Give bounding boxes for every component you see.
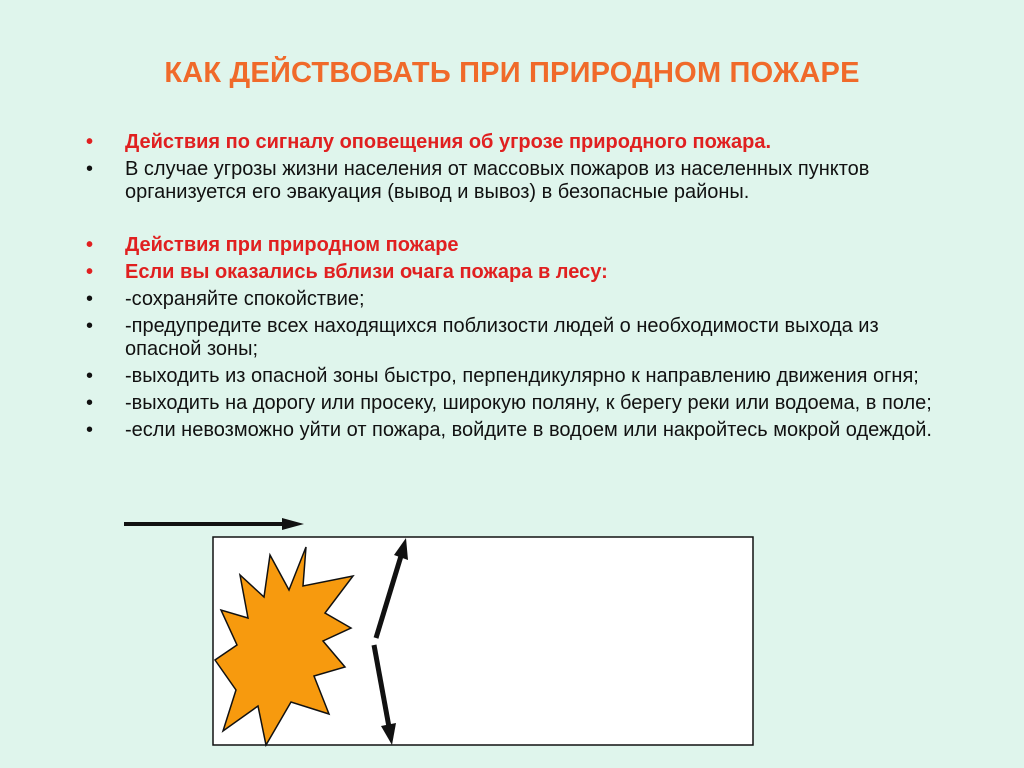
bullet-icon: • <box>86 158 94 180</box>
list-item-text: -сохраняйте спокойствие; <box>125 288 365 310</box>
bullet-icon: • <box>86 261 94 283</box>
list-item-text: -выходить из опасной зоны быстро, перпендикулярно к направлению движения огня; <box>125 365 919 387</box>
bullet-icon: • <box>86 419 94 441</box>
bullet-icon: • <box>86 365 94 387</box>
list-item-text: В случае угрозы жизни населения от массовых пожаров из населенных пунктов организуется его эвакуация (вывод и вывоз) в безопасные районы. <box>125 158 870 203</box>
list-item-text: Если вы оказались вблизи очага пожара в лесу: <box>125 261 608 283</box>
list-item-text: Действия при природном пожаре <box>125 234 459 256</box>
list-item-text: Действия по сигналу оповещения об угрозе природного пожара. <box>125 131 772 153</box>
list-item-text: -выходить на дорогу или просеку, широкую поляну, к берегу реки или водоема, в поле; <box>125 392 932 414</box>
page-title: КАК ДЕЙСТВОВАТЬ ПРИ ПРИРОДНОМ ПОЖАРЕ <box>164 57 860 89</box>
bullet-icon: • <box>86 131 94 153</box>
bullet-icon: • <box>86 288 94 310</box>
list-item-text: -предупредите всех находящихся поблизости людей о необходимости выхода из опасной зоны; <box>125 315 879 360</box>
bullet-icon: • <box>86 315 94 337</box>
bullet-icon: • <box>86 392 94 414</box>
direction-arrow-icon <box>124 518 304 530</box>
list-item-text: -если невозможно уйти от пожара, войдите в водоем или накройтесь мокрой одеждой. <box>125 419 932 441</box>
bullet-icon: • <box>86 234 94 256</box>
